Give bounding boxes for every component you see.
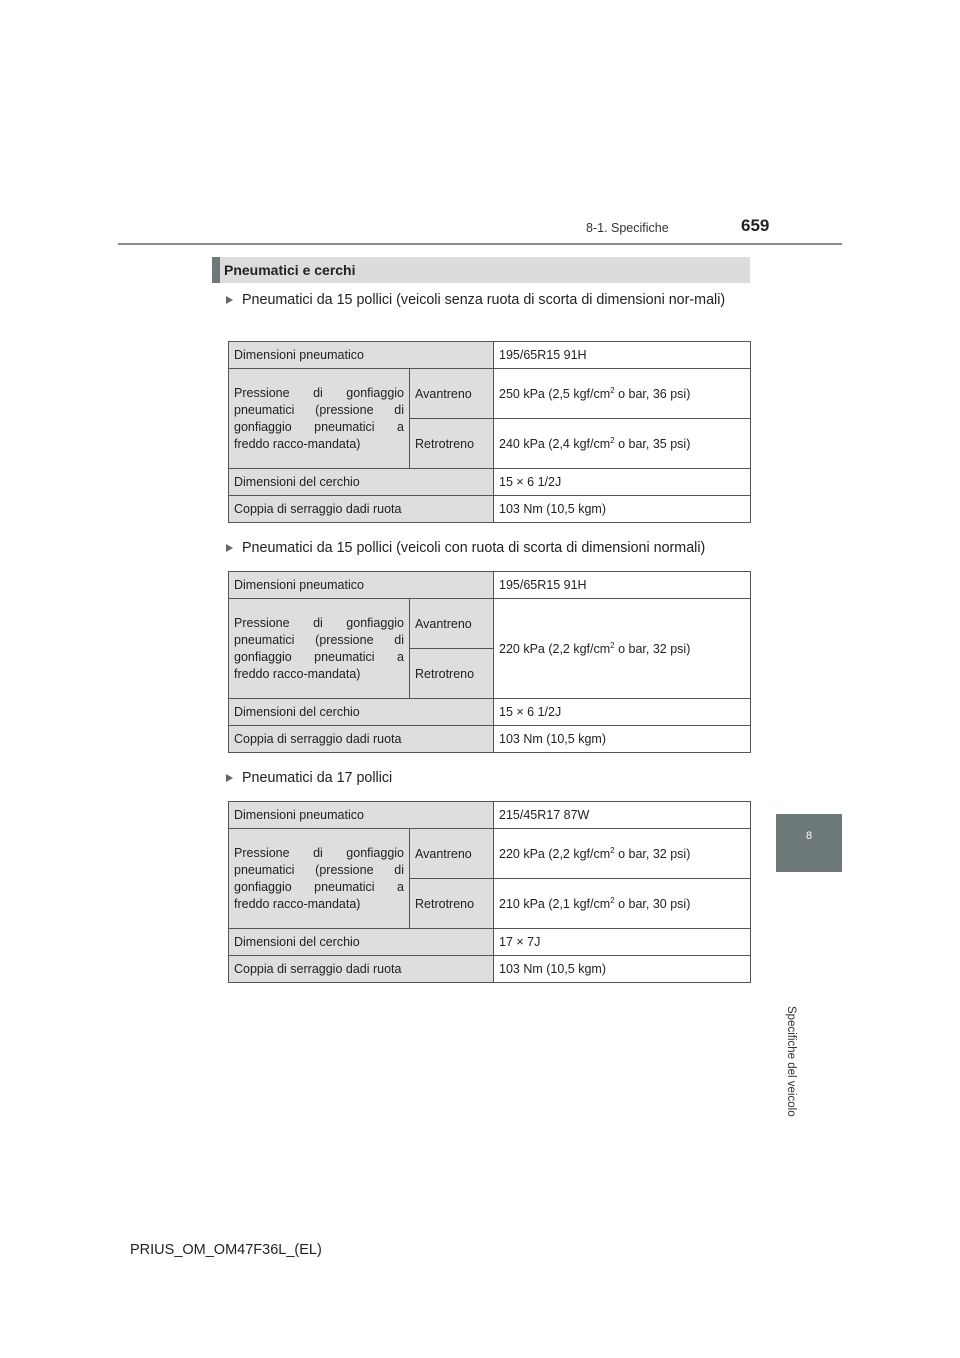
rear-axle-label: Retrotreno: [410, 649, 494, 699]
table-row: [229, 369, 751, 419]
torque-value: 103 Nm (10,5 kgm): [494, 496, 751, 523]
rear-pressure-value: 240 kPa (2,4 kgf/$cm^2$ o bar, 35 psi): [494, 419, 751, 469]
table-row: [229, 469, 751, 496]
rear-axle-label: Retrotreno: [410, 879, 494, 929]
wheel-size-label: Dimensioni del cerchio: [229, 699, 494, 726]
table-caption: [222, 538, 750, 559]
wheel-size-label: Dimensioni del cerchio: [229, 929, 494, 956]
spec-table: [228, 801, 751, 983]
table-row: [229, 599, 751, 649]
table-row: [229, 829, 751, 879]
front-pressure-value: 250 kPa (2,5 kgf/$cm^2$ o bar, 36 psi): [494, 369, 751, 419]
table-caption: [222, 768, 750, 789]
table-row: [229, 929, 751, 956]
bullet-triangle-icon: [226, 544, 233, 552]
section-title: Pneumatici e cerchi: [224, 262, 356, 278]
table-row: [229, 572, 751, 599]
wheel-size-label: Dimensioni del cerchio: [229, 469, 494, 496]
section-heading-marker: [212, 257, 220, 283]
torque-label: Coppia di serraggio dadi ruota: [229, 496, 494, 523]
front-pressure-value: 220 kPa (2,2 kgf/$cm^2$ o bar, 32 psi): [494, 829, 751, 879]
bullet-triangle-icon: [226, 296, 233, 304]
table-row: [229, 496, 751, 523]
tire-size-value: 215/45R17 87W: [494, 802, 751, 829]
page-number: 659: [741, 216, 770, 235]
torque-value: 103 Nm (10,5 kgm): [494, 726, 751, 753]
table-row: [229, 802, 751, 829]
front-axle-label: Avantreno: [410, 599, 494, 649]
document-code: PRIUS_OM_OM47F36L_(EL): [130, 1242, 322, 1258]
table-caption: [222, 290, 750, 311]
front-axle-label: Avantreno: [410, 369, 494, 419]
pressure-label: Pressione di gonfiaggio pneumatici (pressione di gonfiaggio pneumatici a freddo racco-mandata): [229, 829, 410, 929]
chapter-tab-number: 8: [805, 830, 813, 842]
spec-table: [228, 341, 751, 523]
tire-size-value: 195/65R15 91H: [494, 572, 751, 599]
tire-size-label: Dimensioni pneumatico: [229, 342, 494, 369]
tire-size-label: Dimensioni pneumatico: [229, 572, 494, 599]
torque-value: 103 Nm (10,5 kgm): [494, 956, 751, 983]
tire-size-value: 195/65R15 91H: [494, 342, 751, 369]
table-row: [229, 726, 751, 753]
pressure-label: Pressione di gonfiaggio pneumatici (pressione di gonfiaggio pneumatici a freddo racco-mandata): [229, 369, 410, 469]
chapter-tab-label: Specifiche del veicolo: [785, 1006, 797, 1117]
rear-pressure-value: 210 kPa (2,1 kgf/$cm^2$ o bar, 30 psi): [494, 879, 751, 929]
caption-text: Pneumatici da 15 pollici (veicoli senza ruota di scorta di dimensioni nor-mali): [242, 292, 726, 308]
section-reference: 8-1. Specifiche: [586, 221, 669, 235]
spec-table: [228, 571, 751, 753]
caption-text: Pneumatici da 15 pollici (veicoli con ruota di scorta di dimensioni normali): [242, 540, 706, 556]
shared-pressure-value: 220 kPa (2,2 kgf/$cm^2$ o bar, 32 psi): [494, 599, 751, 699]
rear-axle-label: Retrotreno: [410, 419, 494, 469]
front-axle-label: Avantreno: [410, 829, 494, 879]
chapter-tab[interactable]: [776, 814, 842, 872]
pressure-label: Pressione di gonfiaggio pneumatici (pressione di gonfiaggio pneumatici a freddo racco-mandata): [229, 599, 410, 699]
wheel-size-value: 17 × 7J: [494, 929, 751, 956]
wheel-size-value: 15 × 6 1/2J: [494, 699, 751, 726]
header-divider: [118, 243, 842, 245]
table-row: [229, 342, 751, 369]
torque-label: Coppia di serraggio dadi ruota: [229, 956, 494, 983]
table-row: [229, 956, 751, 983]
bullet-triangle-icon: [226, 774, 233, 782]
tire-size-label: Dimensioni pneumatico: [229, 802, 494, 829]
wheel-size-value: 15 × 6 1/2J: [494, 469, 751, 496]
torque-label: Coppia di serraggio dadi ruota: [229, 726, 494, 753]
table-row: [229, 699, 751, 726]
caption-text: Pneumatici da 17 pollici: [242, 770, 393, 786]
